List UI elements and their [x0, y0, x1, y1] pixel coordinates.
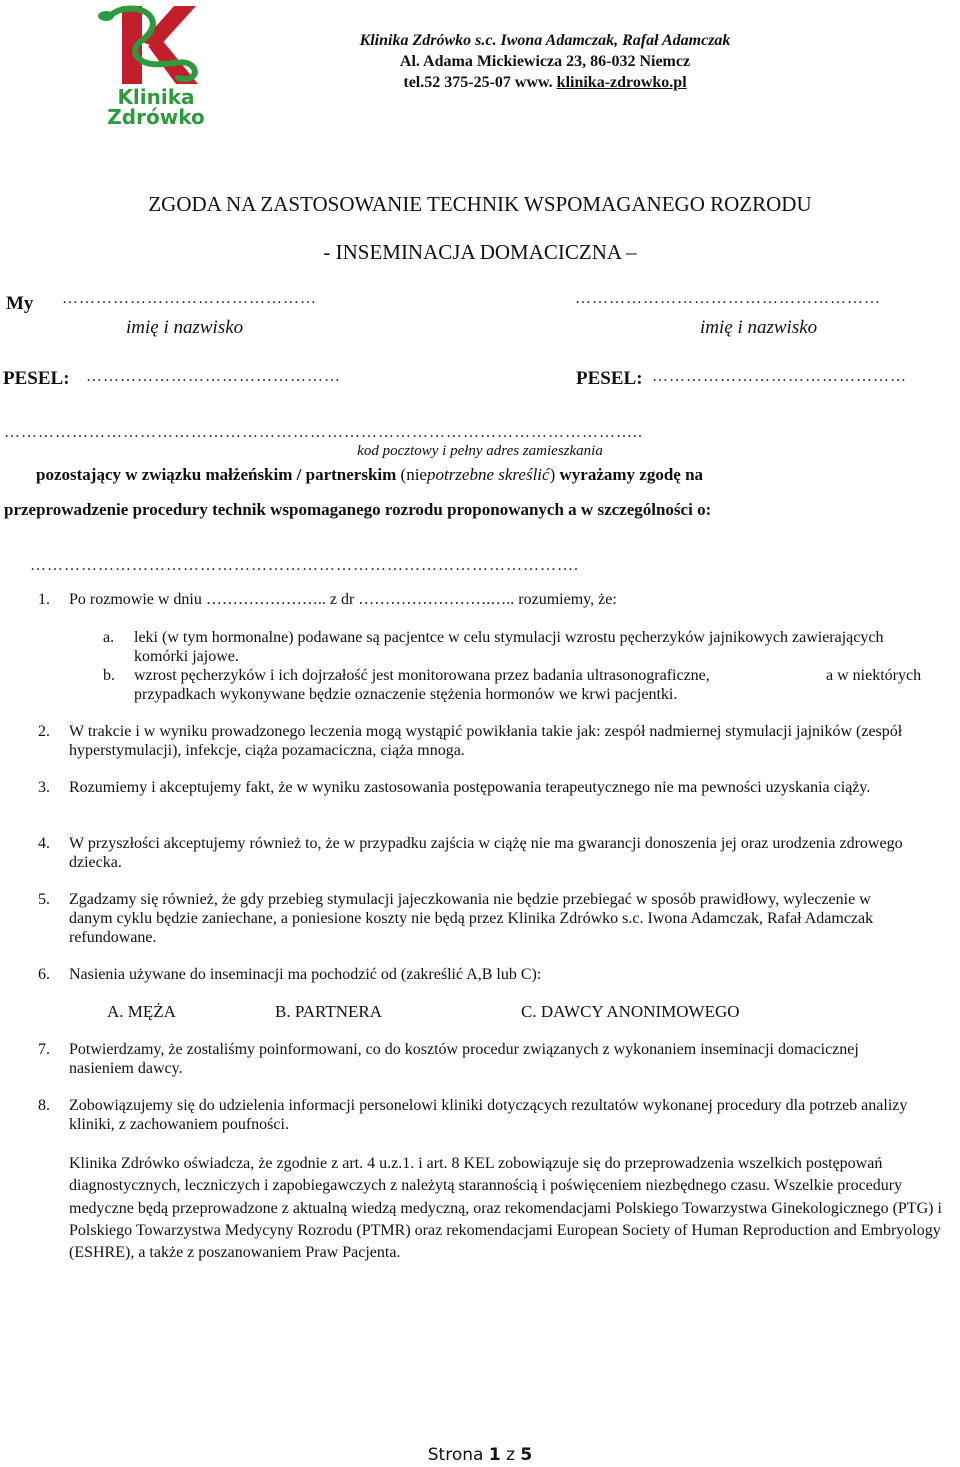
- procedure-line: przeprowadzenie procedury technik wspomaganego rozrodu proponowanych a w szczególności o:: [4, 500, 712, 519]
- relationship-statement: [36, 465, 703, 485]
- logo-text-klinika: Klinika: [117, 85, 195, 109]
- relationship-paren-open: (nie: [396, 465, 427, 484]
- name-caption-right: imię i nazwisko: [700, 317, 818, 338]
- name-field-left[interactable]: ………………………………………: [62, 290, 317, 307]
- page-of: z: [500, 1445, 521, 1465]
- document-title: ZGODA NA ZASTOSOWANIE TECHNIK WSPOMAGANEGO ROZRODU: [148, 192, 812, 216]
- item-2-text: W trakcie i w wyniku prowadzonego leczenia mogą wystąpić powikłania takie jak: zespół nadmiernej stymulacji jajników (zespół hyperstymulacji), infekcje, ciąża pozamaciczna, ciąża mnoga.: [69, 723, 903, 759]
- subitem-b-line-2: przypadkach wykonywane będzie oznaczenie stężenia hormonów we krwi pacjentki.: [134, 686, 678, 703]
- page-number: [0, 1445, 960, 1465]
- subitem-letter: b.: [103, 667, 115, 684]
- total-pages: 5: [520, 1445, 533, 1465]
- item-7-text: Potwierdzamy, że zostaliśmy poinformowani, co do kosztów procedur związanych z wykonaniem inseminacji domacicznej nasieniem dawcy.: [69, 1041, 859, 1077]
- item-number: 7.: [38, 1041, 50, 1058]
- pesel-field-left[interactable]: ………………………………………: [86, 368, 341, 385]
- subitem-a-text: leki (w tym hormonalne) podawane są pacjentce w celu stymulacji wzrostu pęcherzyków jajnikowych zawierających komórki jajowe.: [134, 629, 884, 665]
- clinic-header: [300, 30, 790, 93]
- item-3-text: Rozumiemy i akceptujemy fakt, że w wyniku zastosowania postępowania terapeutycznego nie ma pewności uzyskania ciąży.: [69, 779, 871, 796]
- clinic-declaration: Klinika Zdrówko oświadcza, że zgodnie z art. 4 u.z.1. i art. 8 KEL zobowiązuje się do przeprowadzenia wszelkich postępowań diagnostycznych, leczniczych i zapobiegawczych z należytą starannością i poświęceniem niezbędnego czasu. Wszelkie procedury medyczne będą przeprowadzone z aktualną wiedzą medyczną, oraz rekomendacjami Polskiego Towarzystwa Ginekologicznego (PTG) i Polskiego Towarzystwa Medycyny Rozrodu (PTMR) oraz rekomendacjami European Society of Human Reproduction and Embryology (ESHRE), a także z poszanowaniem Praw Pacjenta.: [69, 1155, 942, 1262]
- logo-text-zdrowko: Zdrówko: [107, 105, 205, 126]
- item-number: 8.: [38, 1097, 50, 1114]
- consent-phrase: wyrażamy zgodę na: [559, 465, 704, 484]
- item-number: 2.: [38, 723, 50, 740]
- address-caption: kod pocztowy i pełny adres zamieszkania: [357, 443, 603, 459]
- option-b-partner[interactable]: B. PARTNERA: [275, 1002, 382, 1021]
- pesel-label-left: PESEL:: [3, 368, 70, 389]
- page-label: Strona: [427, 1445, 489, 1465]
- my-label: My: [6, 293, 34, 314]
- item-number: 6.: [38, 966, 50, 983]
- logo-graphic: [92, 2, 222, 126]
- item-5-text: Zgadzamy się również, że gdy przebieg stymulacji jajeczkowania nie będzie przebiegać w sposób prawidłowy, wyleczenie w danym cyklu będzie zaniechane, a poniesione koszty nie będą przez Klinika Zdrówko s.c. Iwona Adamczak, Rafał Adamczak refundowane.: [69, 891, 874, 946]
- item-number: 5.: [38, 891, 50, 908]
- relationship-paren-close: ): [549, 465, 560, 484]
- item-4-text: W przyszłości akceptujemy również to, że w przypadku zajścia w ciążę nie ma gwarancji donoszenia jej oraz urodzenia zdrowego dziecka.: [69, 835, 903, 871]
- relationship-status: pozostający w związku małżeńskim / partnerskim: [36, 465, 397, 484]
- relationship-note: potrzebne skreślić: [426, 465, 550, 484]
- pesel-label-right: PESEL:: [576, 368, 643, 389]
- subitem-b-line-1-right: a w niektórych: [826, 667, 922, 684]
- name-caption-left: imię i nazwisko: [126, 317, 244, 338]
- header-line-3: [300, 72, 790, 93]
- item-8-text: Zobowiązujemy się do udzielenia informacji personelowi kliniki dotyczących rezultatów wykonanej procedury dla potrzeb analizy kliniki, z zachowaniem poufności.: [69, 1097, 908, 1133]
- header-phone: tel.52 375-25-07 www.: [403, 74, 557, 91]
- clinic-website-link[interactable]: klinika-zdrowko.pl: [556, 74, 687, 91]
- name-field-right[interactable]: ………………………………………………: [575, 290, 881, 307]
- address-field[interactable]: …………………………………………………………………………………………………..: [4, 424, 643, 441]
- subitem-letter: a.: [103, 629, 115, 646]
- item-6-text: Nasienia używane do inseminacji ma pochodzić od (zakreślić A,B lub C):: [69, 966, 542, 983]
- header-line-1: Klinika Zdrówko s.c. Iwona Adamczak, Rafał Adamczak: [359, 32, 731, 49]
- item-number: 1.: [38, 591, 50, 608]
- item-number: 4.: [38, 835, 50, 852]
- document-subtitle: - INSEMINACJA DOMACICZNA –: [323, 240, 637, 264]
- clinic-logo: [92, 2, 222, 126]
- item-1-text: Po rozmowie w dniu ………………….. z dr …………………….….. rozumiemy, że:: [69, 591, 617, 608]
- pesel-field-right[interactable]: ………………………………………: [652, 368, 907, 385]
- option-c-donor[interactable]: C. DAWCY ANONIMOWEGO: [521, 1002, 740, 1021]
- option-a-husband[interactable]: A. MĘŻA: [107, 1002, 176, 1021]
- procedure-field[interactable]: …………………………………………………………………………………….: [30, 557, 579, 574]
- header-line-2: Al. Adama Mickiewicza 23, 86-032 Niemcz: [399, 53, 691, 70]
- item-number: 3.: [38, 779, 50, 796]
- subitem-b-line-1: wzrost pęcherzyków i ich dojrzałość jest monitorowana przez badania ultrasonograficzne,: [134, 667, 710, 684]
- current-page: 1: [488, 1445, 501, 1465]
